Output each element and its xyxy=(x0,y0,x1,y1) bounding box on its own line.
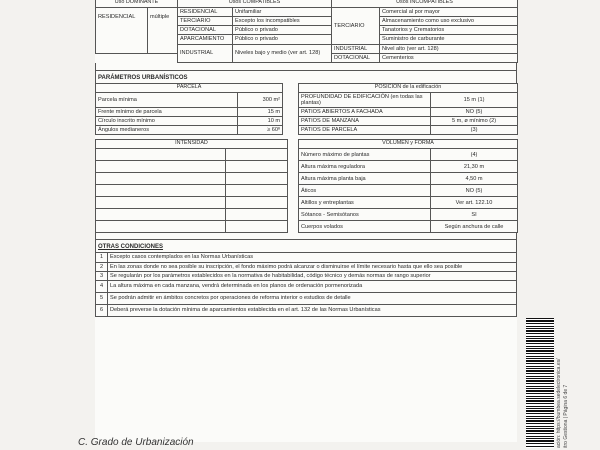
incompatible-terciario-label: TERCIARIO xyxy=(332,7,380,44)
table-row xyxy=(96,280,517,292)
parcela-val: ≥ 60º xyxy=(238,126,283,135)
compatible-val: Niveles bajo y medio (ver art. 128) xyxy=(233,44,332,62)
intensidad-cell xyxy=(96,221,226,233)
document-sheet xyxy=(95,0,517,442)
compatible-val: Unifamiliar xyxy=(233,7,332,16)
posicion-val: 5 m, ø mínimo (2) xyxy=(431,117,518,126)
volumen-val: SI xyxy=(431,209,518,221)
table-row xyxy=(96,253,517,262)
volumen-val: 21,30 m xyxy=(431,161,518,173)
verification-page: itro Gestiona | Página 6 de 7 xyxy=(563,384,569,448)
intensidad-cell xyxy=(226,149,288,161)
condicion-text: Deberá preverse la dotación mínima de aparcamientos establecida en el art. 132 de las Normas Urbanísticas xyxy=(108,304,517,316)
compatible-cat: INDUSTRIAL xyxy=(178,44,233,62)
intensidad-cell xyxy=(96,197,226,209)
volumen-val: NO (5) xyxy=(431,185,518,197)
posicion-label: PROFUNDIDAD DE EDIFICACIÓN (en todas las plantas) xyxy=(299,92,431,107)
intensidad-cell xyxy=(226,185,288,197)
table-row xyxy=(96,262,517,271)
spacer xyxy=(95,63,517,70)
table-row xyxy=(96,292,517,304)
parcela-label: Ángulos medianeros xyxy=(96,126,238,135)
uso-dominante-tipo: múltiple xyxy=(148,7,178,53)
volumen-val: (4) xyxy=(431,149,518,161)
header-intensidad: INTENSIDAD xyxy=(96,140,288,149)
incompatible-industrial-val: Nivel alto (ver art. 128) xyxy=(380,44,518,53)
volumen-label: Altura máxima planta baja xyxy=(299,173,431,185)
condicion-text: Se regularán por los parámetros establecidos en la normativa de habitabilidad, código técnico y demás normas de rango superior xyxy=(108,271,517,280)
usos-table xyxy=(95,0,518,63)
gap-column xyxy=(283,83,299,135)
intensidad-volumen-table xyxy=(95,139,518,233)
posicion-label: PATIOS DE PARCELA xyxy=(299,126,431,135)
intensidad-cell xyxy=(96,209,226,221)
intensidad-cell xyxy=(96,149,226,161)
posicion-val: 15 m (1) xyxy=(431,92,518,107)
intensidad-cell xyxy=(226,209,288,221)
verification-url: ación: https://bumbea.sedelectronica.es/ xyxy=(556,358,562,448)
incompatible-industrial-label: INDUSTRIAL xyxy=(332,44,380,53)
condicion-number: 2 xyxy=(96,262,108,271)
condicion-number: 1 xyxy=(96,253,108,262)
intensidad-cell xyxy=(226,161,288,173)
intensidad-cell xyxy=(226,221,288,233)
parcela-val: 10 m xyxy=(238,117,283,126)
incompatible-terciario-val: Almacenamiento como uso exclusivo xyxy=(380,17,518,26)
volumen-label: Altura máxima reguladora xyxy=(299,161,431,173)
condiciones-title: OTRAS CONDICIONES xyxy=(95,239,517,252)
intensidad-cell xyxy=(226,197,288,209)
volumen-label: Áticos xyxy=(299,185,431,197)
header-posicion: POSICIÓN de la edificación xyxy=(299,83,518,92)
header-volumen: VOLUMEN y FORMA xyxy=(299,140,518,149)
volumen-label: Sótanos - Semisótanos xyxy=(299,209,431,221)
table-row xyxy=(96,271,517,280)
condicion-number: 5 xyxy=(96,292,108,304)
incompatible-terciario-val: Comercial al por mayor xyxy=(380,7,518,16)
condicion-text: Se podrán admitir en ámbitos concretos por operaciones de reforma interior o estudios de detalle xyxy=(108,292,517,304)
incompatible-dotacional-label: DOTACIONAL xyxy=(332,53,380,62)
compatible-val: Público o privado xyxy=(233,35,332,44)
condiciones-table xyxy=(95,252,517,316)
compatible-cat: TERCIARIO xyxy=(178,17,233,26)
compatible-cat: DOTACIONAL xyxy=(178,26,233,35)
incompatible-dotacional-val: Cementerios xyxy=(380,53,518,62)
section-heading: C. Grado de Urbanización xyxy=(78,437,194,448)
intensidad-cell xyxy=(226,173,288,185)
gap-column xyxy=(288,140,299,233)
incompatible-terciario-val: Tanatorios y Crematorios xyxy=(380,26,518,35)
intensidad-cell xyxy=(96,185,226,197)
parcela-label: Frente mínimo de parcela xyxy=(96,108,238,117)
compatible-val: Excepto los incompatibles xyxy=(233,17,332,26)
condicion-number: 6 xyxy=(96,304,108,316)
header-usos-incompatibles: Usos INCOMPATIBLES xyxy=(332,0,518,7)
volumen-val: 4,50 m xyxy=(431,173,518,185)
parcela-posicion-table xyxy=(95,83,518,136)
condicion-text: La altura máxima en cada manzana, vendrá determinada en los planos de ordenación pormenorizada xyxy=(108,280,517,292)
compatible-val: Público o privado xyxy=(233,26,332,35)
volumen-label: Número máximo de plantas xyxy=(299,149,431,161)
posicion-val: NO (5) xyxy=(431,108,518,117)
condicion-number: 4 xyxy=(96,280,108,292)
table-row xyxy=(96,304,517,316)
condicion-text: En las zonas donde no sea posible su inscripción, el fondo máximo podrá alcanzar o disminuirse el límite necesario hasta que ello sea posible xyxy=(108,262,517,271)
parcela-label: Círculo inscrito mínimo xyxy=(96,117,238,126)
header-usos-compatibles: Usos COMPATIBLES xyxy=(178,0,332,7)
header-parcela: PARCELA xyxy=(96,83,283,92)
volumen-val: Según anchura de calle xyxy=(431,221,518,233)
condicion-text: Excepto casos contemplados en las Normas Urbanísticas xyxy=(108,253,517,262)
header-uso-dominante: Uso DOMINANTE xyxy=(96,0,178,7)
parcela-label: Parcela mínima xyxy=(96,92,238,107)
posicion-label: PATIOS DE MANZANA xyxy=(299,117,431,126)
compatible-cat: APARCAMIENTO xyxy=(178,35,233,44)
volumen-label: Altillos y entreplantas xyxy=(299,197,431,209)
condicion-number: 3 xyxy=(96,271,108,280)
uso-dominante: RESIDENCIAL xyxy=(96,7,148,53)
incompatible-terciario-val: Suministro de carburante xyxy=(380,35,518,44)
parcela-val: 15 m xyxy=(238,108,283,117)
intensidad-cell xyxy=(96,173,226,185)
barcode xyxy=(526,318,554,448)
posicion-val: (3) xyxy=(431,126,518,135)
volumen-val: Ver art. 122.10 xyxy=(431,197,518,209)
compatible-cat: RESIDENCIAL xyxy=(178,7,233,16)
verification-text xyxy=(556,318,570,448)
posicion-label: PATIOS ABIERTOS A FACHADA xyxy=(299,108,431,117)
intensidad-cell xyxy=(96,161,226,173)
parcela-val: 300 m² xyxy=(238,92,283,107)
blank-cell xyxy=(96,53,178,62)
volumen-label: Cuerpos volados xyxy=(299,221,431,233)
parametros-title: PARÁMETROS URBANÍSTICOS xyxy=(95,70,517,83)
